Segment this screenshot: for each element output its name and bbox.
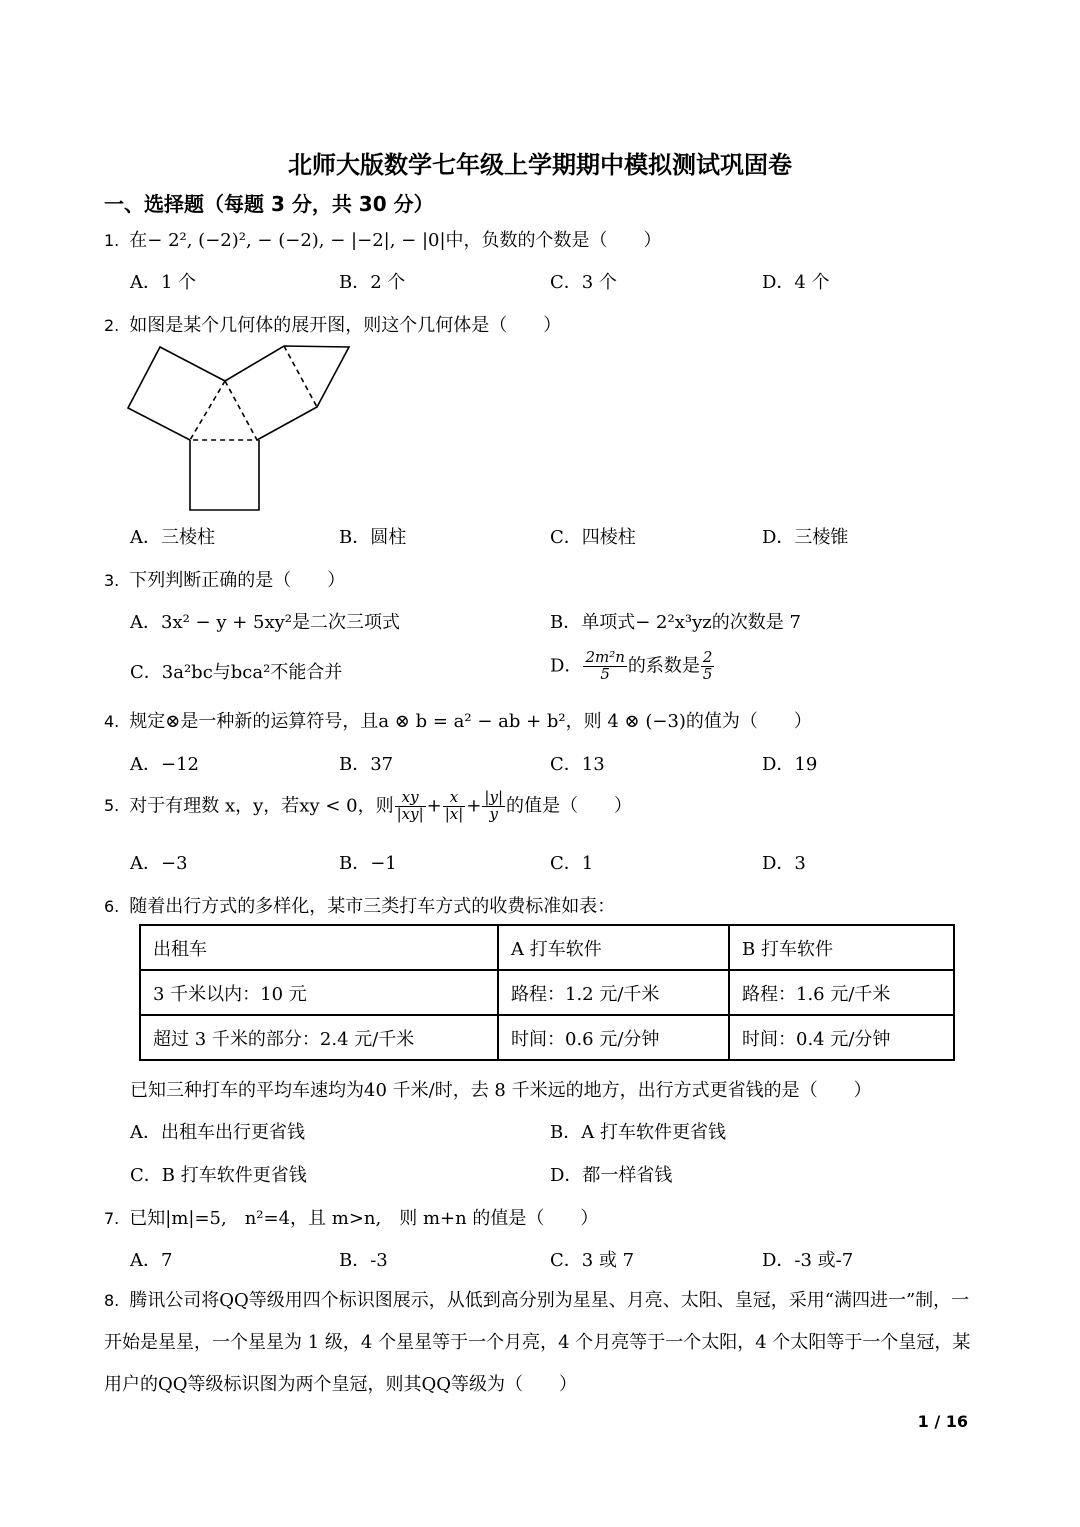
question-number: 6.	[104, 897, 120, 916]
question-number: 8.	[104, 1291, 120, 1310]
net-triangle-center	[190, 381, 257, 440]
q6-option-a: A．出租车出行更省钱	[130, 1122, 305, 1143]
table-cell: 路程：1.6 元/千米	[729, 970, 954, 1015]
net-right-fold	[284, 346, 317, 407]
q5-option-c: C．1	[550, 853, 594, 874]
numerator: |y|	[484, 788, 504, 806]
question-6	[104, 892, 615, 918]
page-title: 北师大版数学七年级上学期期中模拟测试巩固卷	[288, 151, 792, 179]
fraction-xy-over-abs-xy	[395, 790, 426, 823]
q4-option-d: D．19	[762, 754, 818, 775]
q2-option-c: C．四棱柱	[550, 527, 636, 548]
fraction-2m2n-over-5	[583, 650, 626, 683]
question-stem: 随着出行方式的多样化，某市三类打车方式的收费标准如表：	[129, 896, 616, 917]
question-3	[104, 566, 345, 592]
q6-option-c: C．B 打车软件更省钱	[130, 1165, 307, 1186]
table-row	[140, 925, 954, 970]
q6-follow-text: 已知三种打车的平均车速均为40 千米/时，去 8 千米远的地方，出行方式更省钱的是（ ）	[130, 1080, 872, 1101]
fraction-abs-y-over-y	[482, 790, 505, 823]
q2-option-d: D．三棱锥	[762, 527, 849, 548]
question-number: 4.	[104, 712, 120, 731]
question-2	[104, 311, 561, 337]
q5-option-a: A．−3	[130, 853, 188, 874]
q6-option-d: D．都一样省钱	[550, 1165, 673, 1186]
q7-option-c: C．3 或 7	[550, 1250, 635, 1271]
q3-option-a: A．3x² − y + 5xy²是二次三项式	[130, 612, 401, 633]
question-stem: 如图是某个几何体的展开图，则这个几何体是（ ）	[129, 315, 562, 336]
fraction-2-over-5	[701, 650, 715, 683]
option-text: 的系数是	[627, 655, 700, 677]
q1-option-d: D．4 个	[762, 272, 830, 293]
table-cell: 路程：1.2 元/千米	[498, 970, 729, 1015]
table-cell: 时间：0.4 元/分钟	[729, 1015, 954, 1060]
table-cell: B 打车软件	[729, 925, 954, 970]
question-stem: 已知|m|=5, n²=4，且 m>n, 则 m+n 的值是（ ）	[129, 1208, 599, 1229]
question-stem: 下列判断正确的是（ ）	[129, 570, 346, 591]
denominator: 5	[702, 664, 713, 683]
q2-option-a: A．三棱柱	[130, 527, 215, 548]
numerator: xy	[395, 790, 426, 807]
q1-option-b: B．2 个	[339, 272, 406, 293]
table-cell: A 打车软件	[498, 925, 729, 970]
question-8	[104, 1280, 984, 1406]
q7-option-a: A．7	[130, 1250, 173, 1271]
numerator: x	[443, 790, 466, 807]
denominator: 5	[600, 664, 610, 683]
question-number: 1.	[104, 231, 120, 250]
table-row	[140, 1015, 954, 1060]
table-cell: 超过 3 千米的部分：2.4 元/千米	[140, 1015, 498, 1060]
plus-sign: +	[426, 795, 442, 817]
table-cell: 时间：0.6 元/分钟	[498, 1015, 729, 1060]
page-number: 1 / 16	[917, 1412, 968, 1431]
q7-option-b: B．-3	[339, 1250, 388, 1271]
net-diagram	[120, 340, 360, 520]
numerator: 2	[702, 648, 713, 666]
question-stem: 规定⊗是一种新的运算符号，且a ⊗ b = a² − ab + b²，则 4 ⊗ (−3)的值为（ ）	[129, 711, 812, 732]
q3-option-b: B．单项式− 2²x³yz的次数是 7	[550, 612, 801, 633]
question-stem-post: 的值是（ ）	[506, 795, 633, 817]
question-number: 3.	[104, 571, 120, 590]
fare-table	[139, 924, 955, 1061]
q4-option-b: B．37	[339, 754, 394, 775]
denominator: |xy|	[396, 804, 424, 823]
q3-option-c: C．3a²bc与bca²不能合并	[130, 662, 343, 683]
table-cell: 3 千米以内：10 元	[140, 970, 498, 1015]
option-label: D．	[550, 655, 583, 677]
question-5	[104, 790, 632, 823]
q6-option-b: B．A 打车软件更省钱	[550, 1122, 726, 1143]
net-left-face	[128, 347, 225, 440]
q2-option-b: B．圆柱	[339, 527, 407, 548]
question-number: 2.	[104, 316, 120, 335]
question-number: 5.	[104, 796, 120, 816]
net-bottom-face	[190, 440, 259, 510]
section-heading: 一、选择题（每题 3 分，共 30 分）	[104, 192, 434, 216]
table-cell: 出租车	[140, 925, 498, 970]
q7-option-d: D．-3 或-7	[762, 1250, 854, 1271]
q3-option-d	[550, 650, 715, 683]
fraction-x-over-abs-x	[443, 790, 466, 823]
question-number: 7.	[104, 1209, 120, 1228]
numerator: 2m²n	[585, 648, 625, 666]
question-stem: 腾讯公司将QQ等级用四个标识图展示，从低到高分别为星星、月亮、太阳、皇冠，采用“满四进一”制，一开始是星星，一个星星为 1 级，4 个星星等于一个月亮，4 个月亮等于一个太阳，4 个太阳等于一个皇冠，某用户的QQ等级标识图为两个皇冠，则其QQ等级为（ ）	[104, 1290, 971, 1395]
table-row	[140, 970, 954, 1015]
q5-option-d: D．3	[762, 853, 806, 874]
question-4	[104, 707, 812, 733]
plus-sign: +	[466, 795, 482, 817]
q4-option-c: C．13	[550, 754, 605, 775]
denominator: |x|	[444, 804, 464, 823]
question-stem: 在− 2², (−2)², − (−2), − |−2|, − |0|中，负数的个数是（ ）	[129, 230, 662, 251]
q1-option-a: A．1 个	[130, 272, 197, 293]
q1-option-c: C．3 个	[550, 272, 617, 293]
net-right-face	[225, 346, 349, 440]
q5-option-b: B．−1	[339, 853, 397, 874]
question-1	[104, 226, 662, 252]
question-stem-pre: 对于有理数 x，y，若xy < 0，则	[129, 795, 394, 817]
denominator: y	[489, 804, 498, 823]
question-7	[104, 1204, 598, 1230]
q4-option-a: A．−12	[130, 754, 199, 775]
